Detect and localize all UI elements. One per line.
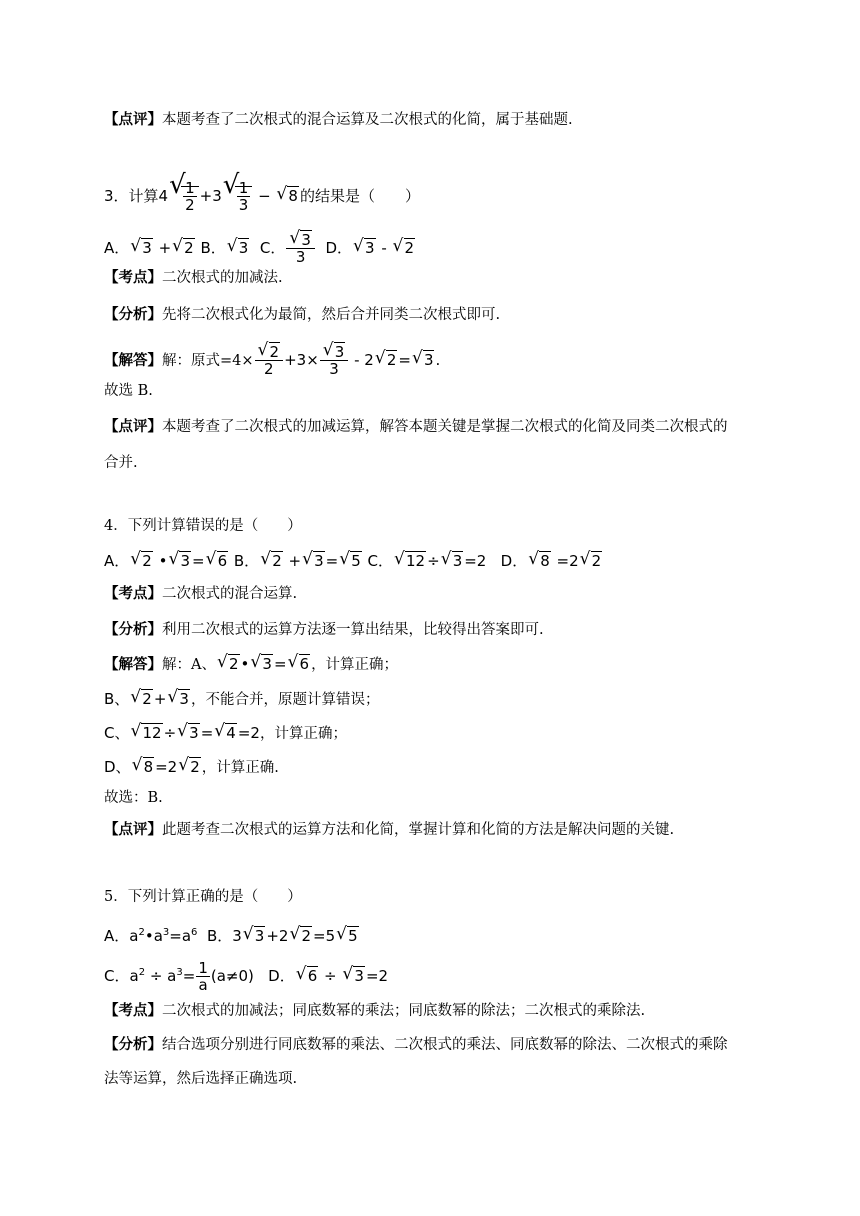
- sqrt-expr: √ 8: [276, 185, 299, 207]
- opt-b-label: B．: [206, 927, 233, 945]
- q5-fenxi-1: [104, 1034, 728, 1056]
- answer-text: 故选：B.: [104, 790, 163, 806]
- jieda-text: ，计算正确；: [311, 657, 399, 673]
- q3-review-1: [104, 416, 728, 438]
- review-text: 【点评】此题考查二次根式的运算方法和化简，掌握计算和化简的方法是解决问题的关键.: [104, 821, 675, 838]
- q3-jieda: 【解答】解：原式=4× √ $\frac{2}{2}$ +3× √ $\frac{3}{3}$ - 2√ 2 =√ 3 .: [104, 344, 440, 377]
- q3-fenxi: [104, 304, 500, 326]
- opt-b-label: B．: [200, 239, 226, 257]
- q4-jieda-d: D、√ 8 =2√ 2 ，计算正确.: [104, 756, 279, 779]
- q4-jieda-b: B、√ 2 +√ 3 ，不能合并，原题计算错误；: [104, 688, 379, 711]
- review-text: 【点评】本题考查了二次根式的加减运算，解答本题关键是掌握二次根式的化简及同类二次根式的: [104, 418, 728, 435]
- jieda-label: D、: [104, 758, 131, 776]
- q3-label: 3．计算: [104, 187, 159, 205]
- question-5-stem: [104, 886, 302, 908]
- q3-tail: 的结果是（ ）: [299, 187, 420, 205]
- q4-answer: [104, 787, 163, 809]
- q4-label: 4．下列计算错误的是（ ）: [104, 518, 302, 534]
- q3-kaodian: [104, 267, 283, 289]
- opt-c-label: C．: [104, 967, 130, 985]
- opt-a-label: A．: [104, 927, 130, 945]
- q4-review: [104, 819, 674, 841]
- opt-a-label: A．: [104, 552, 130, 570]
- q4-fenxi: [104, 619, 544, 641]
- jieda-text: ，计算正确；: [259, 726, 347, 742]
- kaodian-text: 【考点】二次根式的混合运算.: [104, 585, 298, 602]
- review-text: 【点评】本题考查了二次根式的混合运算及二次根式的化简，属于基础题.: [104, 111, 573, 128]
- q4-jieda-c: C、√ 12 ÷√ 3 =√ 4 =2，计算正确；: [104, 722, 347, 745]
- question-3-options: A．√ 3 +√ 2 B．√ 3 C． √ $\frac{3}{3}$ D．√ 3 - √ 2: [104, 232, 416, 265]
- opt-c-label: C．: [259, 239, 286, 257]
- fenxi-text: 【分析】先将二次根式化为最简，然后合并同类二次根式即可.: [104, 306, 501, 323]
- opt-d-label: D．: [500, 552, 528, 570]
- q5-fenxi-2: [104, 1068, 297, 1090]
- question-5-options-cd: C．$a^2 \div a^3=$ $\frac{1}{a}$ (a≠0) D．√ 6 ÷ √ 3 =2: [104, 960, 388, 993]
- jieda-label: B、: [104, 690, 130, 708]
- fenxi-text: 【分析】结合选项分别进行同底数幂的乘法、二次根式的乘法、同底数幂的除法、二次根式的乘除: [104, 1036, 728, 1053]
- opt-c-label: C．: [367, 552, 394, 570]
- opt-b-label: B．: [233, 552, 260, 570]
- q4-jieda-a: 【解答】解：A、√ 2 •√ 3 =√ 6 ，计算正确；: [104, 653, 398, 676]
- q4-kaodian: [104, 583, 297, 605]
- answer-text: 故选 B.: [104, 383, 153, 399]
- jieda-text: ，计算正确.: [201, 760, 279, 776]
- sqrt-expr: √ $\frac{1}{3}$: [223, 180, 253, 213]
- q3-answer: [104, 380, 153, 402]
- fenxi-text: 【分析】利用二次根式的运算方法逐一算出结果，比较得出答案即可.: [104, 621, 544, 638]
- question-4-stem: [104, 515, 302, 537]
- jieda-text: 【解答】解：A、: [104, 656, 216, 673]
- kaodian-text: 【考点】二次根式的加减法；同底数幂的乘法；同底数幂的除法；二次根式的乘除法.: [104, 1002, 646, 1019]
- question-3-stem: 3．计算4 √ $\frac{1}{2}$ +3 √ $\frac{1}{3}$ − √ 8 的结果是（ ）: [104, 180, 420, 213]
- q5-label: 5．下列计算正确的是（ ）: [104, 889, 302, 905]
- review-text: 合并.: [104, 455, 138, 471]
- q3-review-2: [104, 452, 138, 474]
- opt-d-label: D．: [325, 239, 353, 257]
- review-q2: [104, 109, 573, 131]
- opt-d-label: D．: [268, 967, 295, 985]
- jieda-text: 【解答】解：原式=4×: [104, 352, 254, 369]
- fenxi-text: 法等运算，然后选择正确选项.: [104, 1071, 298, 1087]
- question-5-options-ab: A．$a^2•a^3=a^6$ B．3√ 3 +2√ 2 =5√ 5: [104, 922, 360, 947]
- kaodian-text: 【考点】二次根式的加减法.: [104, 269, 283, 286]
- opt-a-label: A．: [104, 239, 130, 257]
- jieda-text: ，不能合并，原题计算错误；: [190, 692, 380, 708]
- q5-kaodian: [104, 1000, 645, 1022]
- sqrt-expr: √ $\frac{1}{2}$: [169, 180, 199, 213]
- question-4-options: A．√ 2 •√ 3 =√ 6 B．√ 2 +√ 3 =√ 5 C．√ 12 ÷√ 3 =2 D．√ 8 =2√ 2: [104, 550, 603, 572]
- jieda-label: C、: [104, 724, 130, 742]
